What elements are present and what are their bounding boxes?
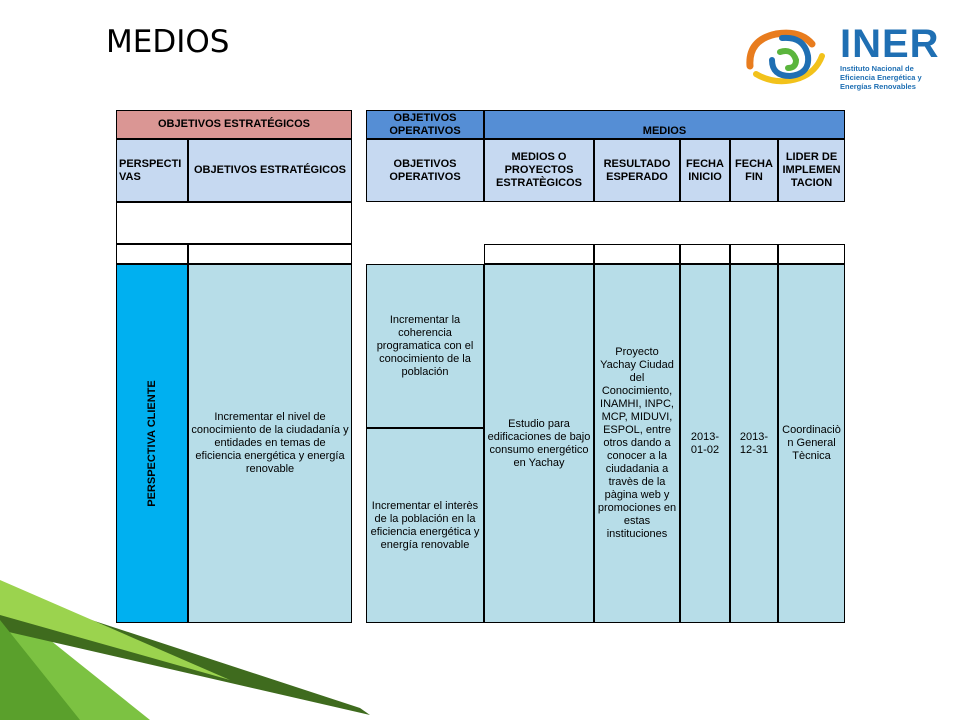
cell-objetivo-estrategico: Incrementar el nivel de conocimiento de la ciudadanía y entidades en temas de eficiencia energética y energía renovable <box>188 264 352 623</box>
iner-logo-mark-icon <box>742 26 834 90</box>
group-header-objetivos-operativos: OBJETIVOS OPERATIVOS <box>366 110 484 139</box>
slide-title: MEDIOS <box>106 24 230 60</box>
cell-objetivo-operativo-2: Incrementar el interès de la población en la eficiencia energética y energía renovable <box>366 428 484 623</box>
empty-cell <box>116 202 352 244</box>
column-header-medios-proyectos: MEDIOS O PROYECTOS ESTRATÈGICOS <box>484 139 594 202</box>
empty-cell <box>484 244 594 264</box>
cell-medio: Estudio para edificaciones de bajo consumo energético en Yachay <box>484 264 594 623</box>
empty-cell <box>188 244 352 264</box>
column-header-resultado-esperado: RESULTADO ESPERADO <box>594 139 680 202</box>
cell-fecha-fin: 2013-12-31 <box>730 264 778 623</box>
group-header-medios: MEDIOS <box>484 110 845 139</box>
cell-objetivo-operativo-1: Incrementar la coherencia programatica con el conocimiento de la población <box>366 264 484 428</box>
logo-subtitle-line: Instituto Nacional de <box>840 64 914 73</box>
column-header-fecha-fin: FECHA FIN <box>730 139 778 202</box>
logo-subtitle <box>840 64 948 91</box>
column-header-lider: LIDER DE IMPLEMEN TACION <box>778 139 845 202</box>
logo-wordmark: INER <box>840 22 940 66</box>
column-header-fecha-inicio: FECHA INICIO <box>680 139 730 202</box>
empty-cell <box>594 244 680 264</box>
column-header-objetivos-operativos: OBJETIVOS OPERATIVOS <box>366 139 484 202</box>
cell-lider: Coordinaciò n General Tècnica <box>778 264 845 623</box>
group-header-objetivos-estrategicos: OBJETIVOS ESTRATÉGICOS <box>116 110 352 139</box>
decorative-swoosh <box>0 560 380 720</box>
iner-logo <box>742 24 948 94</box>
logo-subtitle-line: Energías Renovables <box>840 82 916 91</box>
cell-fecha-inicio: 2013-01-02 <box>680 264 730 623</box>
column-header-objetivos-estrategicos: OBJETIVOS ESTRATÉGICOS <box>188 139 352 202</box>
empty-cell <box>778 244 845 264</box>
logo-subtitle-line: Eficiencia Energética y <box>840 73 922 82</box>
cell-resultado: Proyecto Yachay Ciudad del Conocimiento, INAMHI, INPC, MCP, MIDUVI, ESPOL, entre otros dando a conocer a la ciudadania a travès de la pàgina web y promociones en estas instituciones <box>594 264 680 623</box>
empty-cell <box>680 244 730 264</box>
perspectiva-label: PERSPECTIVA CLIENTE <box>145 380 158 507</box>
empty-cell <box>116 244 188 264</box>
column-header-perspectivas: PERSPECTI VAS <box>116 139 188 202</box>
empty-cell <box>730 244 778 264</box>
